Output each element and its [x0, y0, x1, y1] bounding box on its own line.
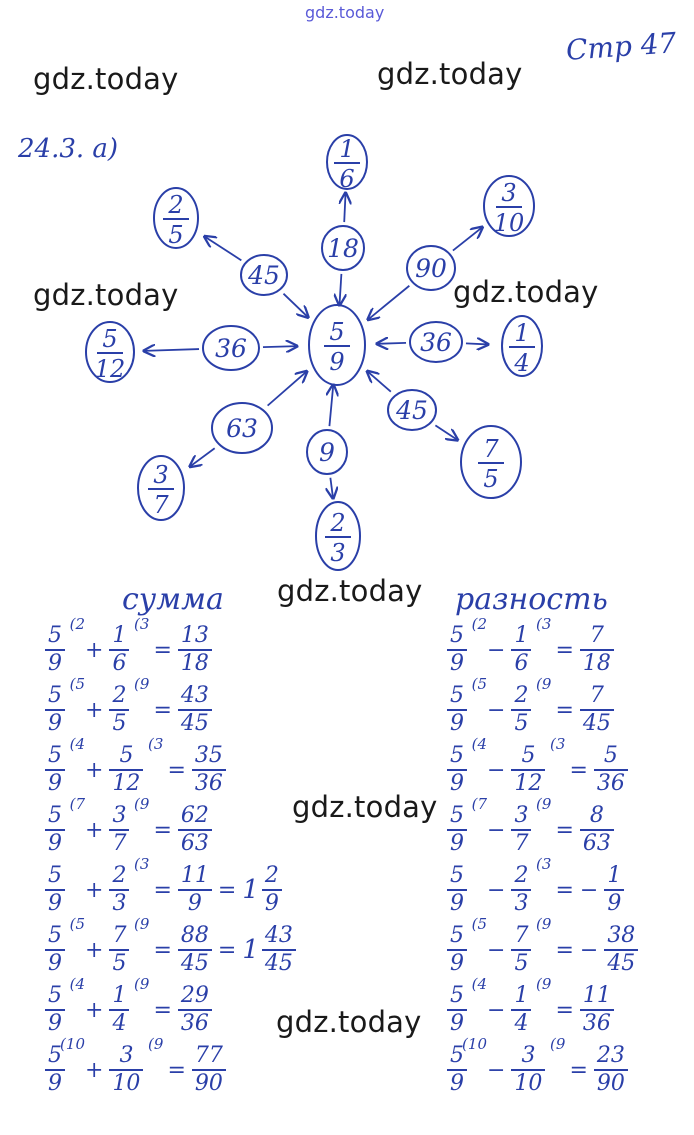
operand-a: [45, 795, 85, 856]
operand-b: [511, 855, 552, 916]
result: [178, 985, 212, 1035]
numerator: 3: [514, 803, 529, 828]
result: [192, 1045, 226, 1095]
result-fraction-numerator: 5: [102, 325, 118, 353]
equals-sign: =: [217, 877, 237, 903]
denominator: 9: [450, 711, 464, 736]
arrow-to-result: [344, 193, 345, 222]
watermark: gdz.today: [33, 278, 179, 312]
equals-sign: =: [217, 937, 237, 963]
multiplier-label: 36: [215, 334, 247, 363]
arrow-to-center: [283, 294, 308, 318]
denominator: 9: [48, 651, 62, 676]
denominator: 3: [112, 891, 127, 916]
extra-multiplier: (9: [134, 795, 150, 813]
denominator: 9: [48, 771, 62, 796]
difference-equation: [447, 975, 614, 1036]
center-fraction-numerator: 5: [329, 318, 345, 346]
numerator: 2: [112, 863, 127, 888]
operand-a: [45, 1035, 85, 1096]
numerator: 3: [521, 1043, 536, 1068]
operand-a: [45, 615, 85, 676]
numerator: 88: [180, 923, 209, 948]
numerator: 62: [180, 803, 209, 828]
denominator: 36: [582, 1011, 611, 1036]
arrow-to-center: [368, 286, 409, 320]
extra-multiplier: (3: [536, 615, 552, 633]
extra-multiplier: (4: [69, 735, 85, 753]
operator: +: [85, 1057, 104, 1083]
numerator: 5: [450, 923, 464, 948]
denominator: 12: [514, 771, 543, 796]
denominator: 9: [264, 891, 279, 916]
denominator: 6: [514, 651, 529, 676]
operand-b: [511, 735, 566, 796]
extra-multiplier: (10: [60, 1035, 85, 1053]
operator: −: [487, 877, 506, 903]
operand-b: [109, 855, 150, 916]
numerator: 5: [450, 743, 464, 768]
denominator: 45: [582, 711, 611, 736]
numerator: 29: [180, 983, 209, 1008]
sum-equation: [45, 975, 212, 1036]
numerator: 5: [48, 863, 62, 888]
fraction-part: [262, 925, 296, 975]
numerator: 13: [180, 623, 209, 648]
result-fraction-denominator: 5: [483, 465, 499, 493]
numerator: 5: [450, 803, 464, 828]
whole-part: 1: [242, 875, 259, 905]
equals-sign: =: [555, 997, 574, 1023]
numerator: 7: [589, 683, 604, 708]
arrow-to-result: [330, 478, 333, 499]
operand-a: [45, 865, 65, 915]
numerator: 2: [112, 683, 127, 708]
operand-b: [109, 795, 150, 856]
arrow-to-center: [268, 371, 307, 405]
operand-a: [45, 675, 85, 736]
result: [594, 745, 628, 795]
denominator: 36: [180, 1011, 209, 1036]
page-label: Стр 47: [564, 26, 678, 67]
denominator: 3: [514, 891, 529, 916]
arrow-to-result: [453, 227, 482, 250]
result-fraction-denominator: 4: [514, 349, 530, 377]
operand-b: [109, 675, 150, 736]
numerator: 5: [48, 1043, 62, 1068]
exercise-number: 24.3. а): [18, 134, 119, 164]
result: [580, 625, 614, 675]
operator: −: [487, 937, 506, 963]
equals-sign: =: [569, 1057, 588, 1083]
operator: +: [85, 997, 104, 1023]
multiplier-label: 18: [327, 234, 359, 263]
operand-a: [447, 675, 487, 736]
difference-title: разность: [455, 582, 608, 617]
numerator: 7: [112, 923, 127, 948]
result-fraction-denominator: 6: [339, 165, 355, 193]
sum-equation: [45, 915, 296, 976]
extra-multiplier: (3: [134, 615, 150, 633]
result-fraction-denominator: 12: [94, 355, 126, 383]
operator: +: [85, 697, 104, 723]
result: [580, 805, 614, 855]
arrow-to-center: [329, 385, 333, 426]
operand-a: [45, 735, 85, 796]
denominator: 5: [112, 711, 127, 736]
arrow-to-result: [466, 343, 488, 344]
denominator: 90: [194, 1071, 223, 1096]
numerator: 5: [48, 983, 62, 1008]
extra-multiplier: (10: [462, 1035, 487, 1053]
numerator: 5: [521, 743, 536, 768]
sum-title: сумма: [122, 582, 224, 617]
operand-b: [511, 975, 552, 1036]
operator: +: [85, 877, 104, 903]
watermark: gdz.today: [277, 574, 423, 608]
operator: −: [487, 1057, 506, 1083]
difference-equation: [447, 675, 614, 736]
difference-equation: [447, 795, 614, 856]
equals-sign: =: [153, 637, 172, 663]
numerator: 5: [450, 683, 464, 708]
denominator: 5: [112, 951, 127, 976]
numerator: 23: [596, 1043, 625, 1068]
denominator: 9: [450, 771, 464, 796]
numerator: 35: [194, 743, 223, 768]
result: [192, 745, 226, 795]
operator: +: [85, 757, 104, 783]
difference-equation: [447, 855, 624, 916]
denominator: 10: [514, 1071, 543, 1096]
result-fraction-denominator: 3: [330, 539, 346, 567]
denominator: 9: [607, 891, 622, 916]
result-fraction-numerator: 3: [501, 179, 517, 207]
denominator: 45: [180, 951, 209, 976]
numerator: 2: [264, 863, 279, 888]
arrow-to-result: [144, 349, 199, 351]
multiplier-label: 45: [248, 261, 280, 290]
operator: −: [487, 637, 506, 663]
arrow-to-center: [263, 346, 297, 347]
operand-b: [511, 795, 552, 856]
denominator: 45: [264, 951, 293, 976]
result: [178, 865, 212, 915]
extra-multiplier: (9: [134, 675, 150, 693]
multiplier-label: 36: [420, 328, 452, 357]
denominator: 36: [596, 771, 625, 796]
result-fraction-numerator: 7: [483, 435, 499, 463]
denominator: 9: [48, 1071, 62, 1096]
denominator: 36: [194, 771, 223, 796]
operator: −: [487, 697, 506, 723]
denominator: 45: [180, 711, 209, 736]
operand-b: [109, 975, 150, 1036]
extra-multiplier: (4: [69, 975, 85, 993]
denominator: 10: [112, 1071, 141, 1096]
result: [178, 925, 212, 975]
denominator: 63: [180, 831, 209, 856]
numerator: 5: [48, 743, 62, 768]
numerator: 1: [607, 863, 622, 888]
numerator: 77: [194, 1043, 223, 1068]
sum-equation: [45, 855, 282, 916]
denominator: 6: [112, 651, 127, 676]
arrow-to-center: [377, 343, 406, 344]
operand-a: [447, 865, 467, 915]
arrow-to-result: [190, 448, 215, 466]
operator: −: [487, 817, 506, 843]
watermark: gdz.today: [292, 790, 438, 824]
operand-b: [511, 915, 552, 976]
result: [178, 805, 212, 855]
numerator: 5: [48, 683, 62, 708]
denominator: 4: [514, 1011, 529, 1036]
numerator: 43: [180, 683, 209, 708]
denominator: 7: [514, 831, 529, 856]
extra-multiplier: (9: [550, 1035, 566, 1053]
numerator: 5: [119, 743, 134, 768]
operator: +: [85, 937, 104, 963]
result-fraction-numerator: 2: [168, 191, 184, 219]
watermark-top: gdz.today: [305, 3, 385, 22]
extra-multiplier: (4: [471, 975, 487, 993]
multiplier-label: 63: [226, 414, 258, 443]
numerator: 5: [48, 623, 62, 648]
sum-equation: [45, 795, 212, 856]
mixed-number: [242, 925, 296, 975]
numerator: 8: [589, 803, 604, 828]
numerator: 3: [119, 1043, 134, 1068]
numerator: 7: [589, 623, 604, 648]
operand-a: [45, 915, 85, 976]
operand-a: [447, 975, 487, 1036]
difference-equation: [447, 915, 638, 976]
operand-a: [447, 615, 487, 676]
denominator: 9: [48, 1011, 62, 1036]
numerator: 5: [450, 983, 464, 1008]
numerator: 5: [48, 803, 62, 828]
denominator: 18: [180, 651, 209, 676]
equals-sign: =: [555, 937, 574, 963]
equals-sign: =: [555, 877, 574, 903]
difference-equation: [447, 735, 628, 796]
result: [178, 685, 212, 735]
equals-sign: =: [153, 817, 172, 843]
whole-part: 1: [242, 935, 259, 965]
result: [580, 985, 614, 1035]
extra-multiplier: (3: [536, 855, 552, 873]
arrow-to-result: [435, 425, 457, 440]
denominator: 9: [48, 891, 62, 916]
extra-multiplier: (5: [471, 915, 487, 933]
denominator: 9: [450, 651, 464, 676]
denominator: 9: [450, 951, 464, 976]
result-fraction-denominator: 7: [153, 491, 169, 519]
extra-multiplier: (7: [471, 795, 487, 813]
denominator: 4: [112, 1011, 127, 1036]
extra-multiplier: (9: [536, 675, 552, 693]
extra-multiplier: (9: [148, 1035, 164, 1053]
denominator: 5: [514, 951, 529, 976]
arrow-to-result: [205, 236, 242, 260]
watermark: gdz.today: [453, 275, 599, 309]
watermark: gdz.today: [33, 62, 179, 96]
difference-equation: [447, 615, 614, 676]
multiplier-label: 9: [319, 438, 335, 467]
denominator: 9: [450, 1071, 464, 1096]
equals-sign: =: [153, 697, 172, 723]
extra-multiplier: (9: [134, 975, 150, 993]
equals-sign: =: [167, 1057, 186, 1083]
result-fraction-numerator: 1: [514, 319, 530, 347]
numerator: 1: [112, 623, 127, 648]
result-fraction-denominator: 5: [168, 221, 184, 249]
operand-b: [109, 735, 164, 796]
denominator: 45: [607, 951, 636, 976]
numerator: 2: [514, 863, 529, 888]
equals-sign: =: [555, 637, 574, 663]
watermark: gdz.today: [377, 57, 523, 91]
operand-b: [109, 915, 150, 976]
denominator: 9: [450, 831, 464, 856]
arrow-to-center: [339, 274, 341, 305]
result: [178, 625, 212, 675]
numerator: 11: [180, 863, 209, 888]
sum-equation: [45, 675, 212, 736]
operand-b: [511, 1035, 566, 1096]
numerator: 3: [112, 803, 127, 828]
minus-sign: −: [579, 937, 599, 963]
extra-multiplier: (7: [69, 795, 85, 813]
difference-equation: [447, 1035, 628, 1096]
equals-sign: =: [167, 757, 186, 783]
numerator: 38: [607, 923, 636, 948]
operand-b: [511, 615, 552, 676]
equals-sign: =: [555, 697, 574, 723]
result: [594, 1045, 628, 1095]
result-fraction-numerator: 2: [330, 509, 346, 537]
denominator: 9: [187, 891, 202, 916]
numerator: 1: [514, 623, 529, 648]
extra-multiplier: (2: [69, 615, 85, 633]
operand-a: [447, 1035, 487, 1096]
result-fraction-denominator: 10: [493, 209, 525, 237]
numerator: 2: [514, 683, 529, 708]
extra-multiplier: (9: [134, 915, 150, 933]
numerator: 5: [450, 863, 464, 888]
arrow-to-center: [367, 371, 391, 391]
denominator: 9: [450, 1011, 464, 1036]
numerator: 5: [450, 1043, 464, 1068]
extra-multiplier: (5: [471, 675, 487, 693]
extra-multiplier: (5: [69, 915, 85, 933]
operator: −: [487, 757, 506, 783]
extra-multiplier: (4: [471, 735, 487, 753]
equals-sign: =: [153, 877, 172, 903]
denominator: 5: [514, 711, 529, 736]
operand-b: [109, 1035, 164, 1096]
denominator: 9: [48, 951, 62, 976]
numerator: 5: [603, 743, 618, 768]
extra-multiplier: (5: [69, 675, 85, 693]
result-fraction-numerator: 3: [153, 461, 169, 489]
fraction-part: [262, 865, 282, 915]
sum-equation: [45, 1035, 226, 1096]
numerator: 11: [582, 983, 611, 1008]
equals-sign: =: [569, 757, 588, 783]
equals-sign: =: [153, 937, 172, 963]
center-fraction-denominator: 9: [329, 348, 345, 376]
denominator: 7: [112, 831, 127, 856]
operator: −: [487, 997, 506, 1023]
denominator: 12: [112, 771, 141, 796]
numerator: 1: [112, 983, 127, 1008]
result: [604, 865, 624, 915]
multiplier-label: 45: [396, 396, 428, 425]
denominator: 18: [582, 651, 611, 676]
denominator: 9: [450, 891, 464, 916]
result: [604, 925, 638, 975]
operand-b: [511, 675, 552, 736]
extra-multiplier: (3: [550, 735, 566, 753]
numerator: 1: [514, 983, 529, 1008]
mixed-number: [242, 865, 282, 915]
sum-equation: [45, 735, 226, 796]
operand-a: [447, 795, 487, 856]
result: [580, 685, 614, 735]
operator: +: [85, 817, 104, 843]
multiplier-label: 90: [415, 254, 447, 283]
extra-multiplier: (9: [536, 915, 552, 933]
extra-multiplier: (9: [536, 795, 552, 813]
sum-equation: [45, 615, 212, 676]
equals-sign: =: [153, 997, 172, 1023]
operator: +: [85, 637, 104, 663]
numerator: 5: [450, 623, 464, 648]
numerator: 7: [514, 923, 529, 948]
denominator: 9: [48, 831, 62, 856]
numerator: 43: [264, 923, 293, 948]
denominator: 63: [582, 831, 611, 856]
operand-a: [45, 975, 85, 1036]
watermark: gdz.today: [276, 1005, 422, 1039]
extra-multiplier: (2: [471, 615, 487, 633]
operand-b: [109, 615, 150, 676]
result-fraction-numerator: 1: [339, 135, 355, 163]
equals-sign: =: [555, 817, 574, 843]
extra-multiplier: (9: [536, 975, 552, 993]
operand-a: [447, 915, 487, 976]
operand-a: [447, 735, 487, 796]
extra-multiplier: (3: [134, 855, 150, 873]
denominator: 9: [48, 711, 62, 736]
numerator: 5: [48, 923, 62, 948]
denominator: 90: [596, 1071, 625, 1096]
extra-multiplier: (3: [148, 735, 164, 753]
minus-sign: −: [579, 877, 599, 903]
